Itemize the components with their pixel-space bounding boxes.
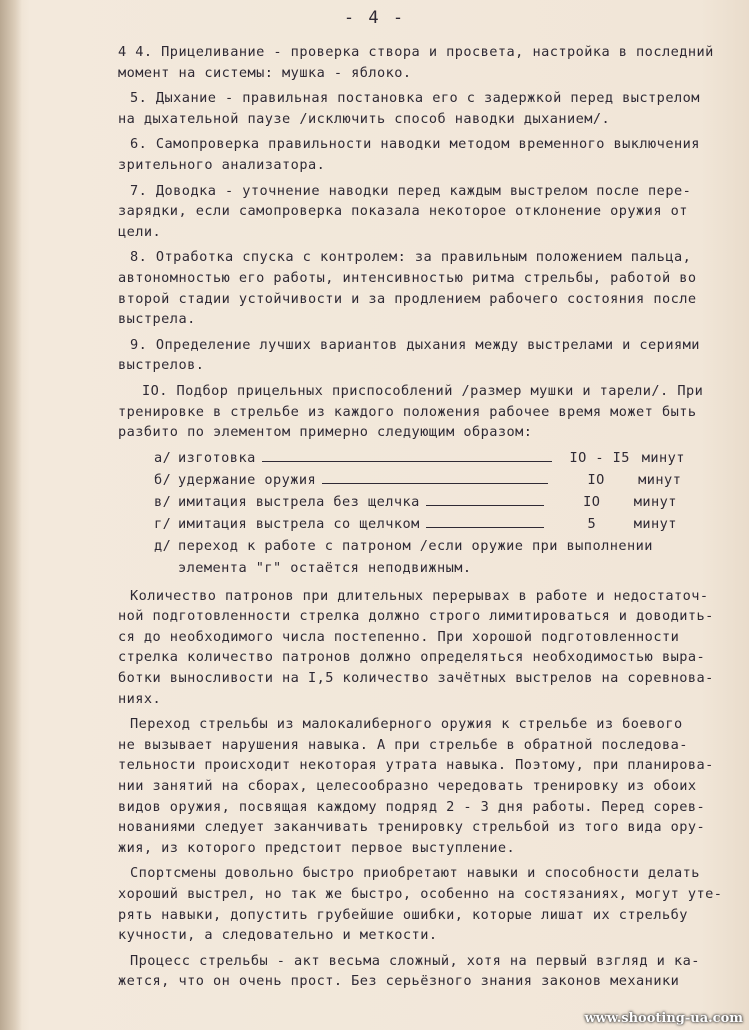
schedule-item: переход к работе с патроном /если оружие при выполнении — [178, 537, 653, 554]
fill-line — [426, 517, 544, 528]
schedule-item: имитация выстрела без щелчка — [178, 493, 420, 510]
paragraph-line: тренировке в стрельбе из каждого положения рабочее время может быть — [118, 403, 697, 420]
schedule-row — [118, 470, 748, 492]
schedule-unit: минут — [633, 493, 677, 510]
paragraph-line: 8. Отработка спуска с контролем: за правильным положением пальца, — [130, 249, 692, 266]
paragraph-line: 5. Дыхание - правильная постановка его с задержкой перед выстрелом — [130, 90, 700, 107]
paragraph-line: Спортсмены довольно быстро приобретают навыки и способности делать — [130, 865, 700, 882]
paragraph-line: стрелка количество патронов должно определяться необходимостью выра- — [118, 649, 706, 666]
paragraph-line: жия, из которого предстоит первое выступление. — [118, 839, 516, 856]
site-watermark: www.shooting-ua.com — [584, 1011, 743, 1026]
paragraph-line: рять навыки, допустить грубейшие ошибки, которые лишат их стрельбу — [118, 906, 688, 923]
paragraph — [118, 863, 748, 945]
schedule-duration: 5 — [587, 515, 597, 532]
paragraph-line: не вызывает нарушения навыка. А при стрельбе в обратной последова- — [118, 736, 688, 753]
fill-line — [426, 495, 544, 506]
paragraph — [118, 714, 748, 858]
paragraph-line: разбито по элементом примерно следующим образом: — [118, 424, 533, 441]
paragraph — [118, 134, 748, 175]
paragraph-line: жется, что он очень прост. Без серьёзного знания законов механики — [118, 973, 680, 990]
schedule-label: д/ — [154, 537, 172, 554]
schedule-row — [118, 514, 748, 536]
schedule-label: а/ — [154, 449, 172, 466]
schedule-unit: минут — [633, 515, 677, 532]
paragraph-line: второй стадии устойчивости и за продлением рабочего состояния после — [118, 290, 697, 307]
document-body — [118, 42, 748, 997]
paragraph-line: ботки выносливости на I,5 количество зачётных выстрелов на соревнова- — [118, 670, 714, 687]
paragraph — [118, 181, 748, 243]
paragraph-line: зрительного анализатора. — [118, 156, 326, 173]
paragraph-line: 9. Определение лучших вариантов дыхания между выстрелами и сериями — [130, 336, 700, 353]
schedule-duration: IO — [583, 493, 601, 510]
paragraph-line: автономностью его работы, интенсивностью ритма стрельбы, работой во — [118, 269, 697, 286]
paragraph-line: зарядки, если самопроверка показала некоторое отклонение оружия от — [118, 203, 688, 220]
paragraph — [118, 42, 748, 83]
paragraph — [118, 88, 748, 129]
paragraph-line: видов оружия, посвящая каждому подряд 2 - 3 дня работы. Перед сорев- — [118, 798, 706, 815]
schedule-item: изготовка — [178, 449, 256, 466]
paragraph-line: кучности, а следовательно и меткости. — [118, 927, 438, 944]
paragraph-line: 4 4. Прицеливание - проверка створа и просвета, настройка в последний — [118, 44, 714, 60]
paragraph-line: нованиями следует заканчивать тренировку стрельбой из того вида ору- — [118, 819, 706, 836]
schedule-duration: IO - I5 — [569, 449, 630, 466]
paragraph — [118, 335, 748, 376]
page-number: - 4 - — [343, 8, 406, 28]
schedule-unit: минут — [638, 471, 682, 488]
paragraph — [118, 586, 748, 710]
paragraph-line: Количество патронов при длительных перерывах в работе и недостаточ- — [130, 587, 709, 604]
schedule-item: удержание оружия — [178, 471, 317, 488]
paragraph-line: выстрелов. — [118, 357, 205, 374]
schedule-duration: IO — [587, 471, 605, 488]
paragraph-line: тельности происходит некоторая утрата навыка. Поэтому, при планирова- — [118, 757, 714, 774]
page-binding-edge — [0, 0, 22, 1030]
paragraph-line: 6. Самопроверка правильности наводки методом временного выключения — [130, 136, 700, 153]
paragraph-line: на дыхательной паузе /исключить способ наводки дыханием/. — [118, 110, 611, 127]
paragraph-line: 7. Доводка - уточнение наводки перед каждым выстрелом после пере- — [130, 182, 692, 199]
time-schedule-list — [118, 448, 748, 580]
numbered-paragraphs — [118, 42, 748, 443]
paragraph-line: момент на системы: мушка - яблоко. — [118, 64, 412, 81]
paragraph — [118, 247, 748, 329]
paragraph — [118, 951, 748, 992]
schedule-unit: минут — [641, 449, 685, 466]
schedule-row — [118, 492, 748, 514]
paragraph-line: Переход стрельбы из малокалиберного оружия к стрельбе из боевого — [130, 716, 683, 733]
schedule-item: имитация выстрела со щелчком — [178, 515, 420, 532]
paragraph-line: цели. — [118, 223, 162, 240]
paragraph-line: хороший выстрел, но так же быстро, особенно на состязаниях, могут уте- — [118, 886, 723, 902]
schedule-row — [118, 536, 748, 580]
paragraph-line: IO. Подбор прицельных приспособлений /размер мушки и тарели/. При — [142, 382, 704, 399]
paragraph-line: ниях. — [118, 690, 162, 707]
paragraph-line: нии занятий на сборах, целесообразно чередовать тренировку из обоих — [118, 778, 697, 795]
schedule-label: в/ — [154, 493, 172, 510]
paragraph-line: выстрела. — [118, 311, 196, 328]
schedule-label: г/ — [154, 515, 172, 532]
fill-line — [322, 473, 548, 484]
schedule-label: б/ — [154, 471, 172, 488]
paragraph-line: ной подготовленности стрелка должно строго лимитироваться и доводить- — [118, 608, 714, 625]
schedule-row — [118, 448, 748, 470]
paragraph-line: ся до необходимого числа постепенно. При хорошой подготовленности — [118, 628, 680, 645]
body-paragraphs — [118, 586, 748, 992]
paragraph-line: Процесс стрельбы - акт весьма сложный, хотя на первый взгляд и ка- — [130, 952, 700, 969]
fill-line — [262, 451, 552, 462]
paragraph — [118, 381, 748, 443]
schedule-item-continued: элемента "г" остаётся неподвижным. — [178, 559, 472, 576]
